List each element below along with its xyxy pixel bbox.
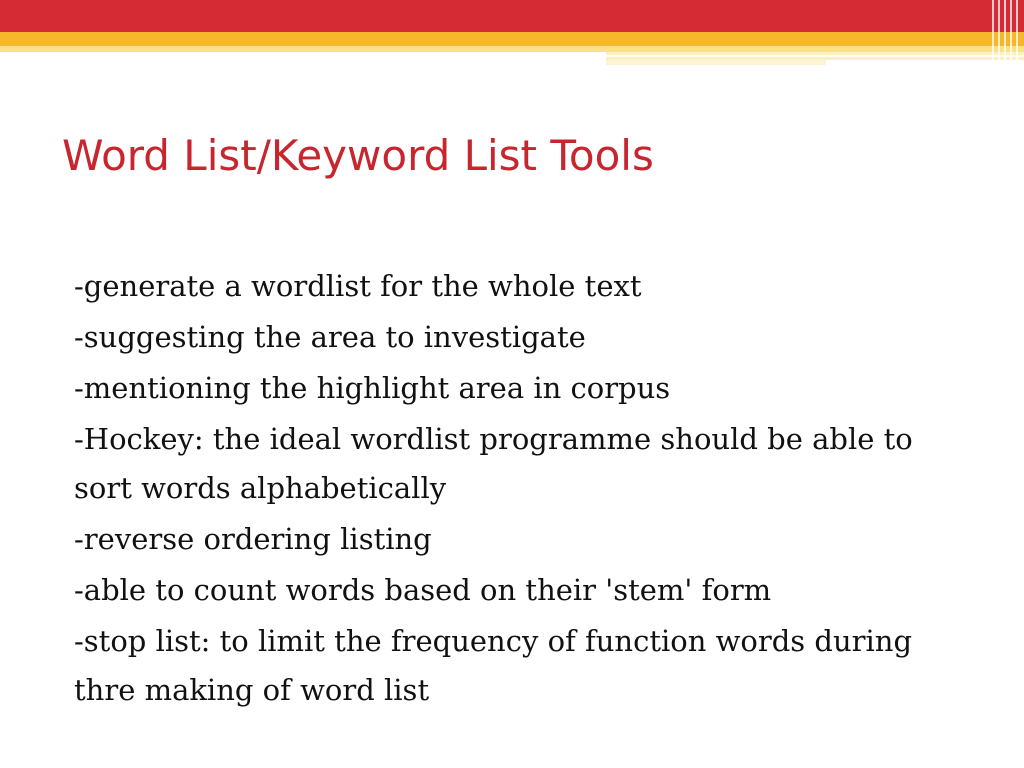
bullet-item: -Hockey: the ideal wordlist programme should be able to sort words alphabetically	[74, 422, 913, 505]
banner-red-band	[0, 0, 1024, 32]
banner-stripes	[990, 0, 1024, 72]
bullet-item: -generate a wordlist for the whole text	[74, 269, 642, 303]
banner-highlight-line	[606, 55, 1024, 57]
banner-gold-band	[0, 32, 1024, 46]
bullet-item: -able to count words based on their 'stem' form	[74, 573, 772, 607]
header-banner	[0, 0, 1024, 80]
banner-cream-band-short	[606, 60, 826, 65]
bullet-item: -stop list: to limit the frequency of function words during thre making of word list	[74, 624, 913, 707]
bullet-item: -suggesting the area to investigate	[74, 320, 586, 354]
bullet-list	[74, 262, 964, 717]
bullet-item: -mentioning the highlight area in corpus	[74, 371, 671, 405]
slide-title: Word List/Keyword List Tools	[62, 131, 654, 180]
bullet-item: -reverse ordering listing	[74, 522, 432, 556]
